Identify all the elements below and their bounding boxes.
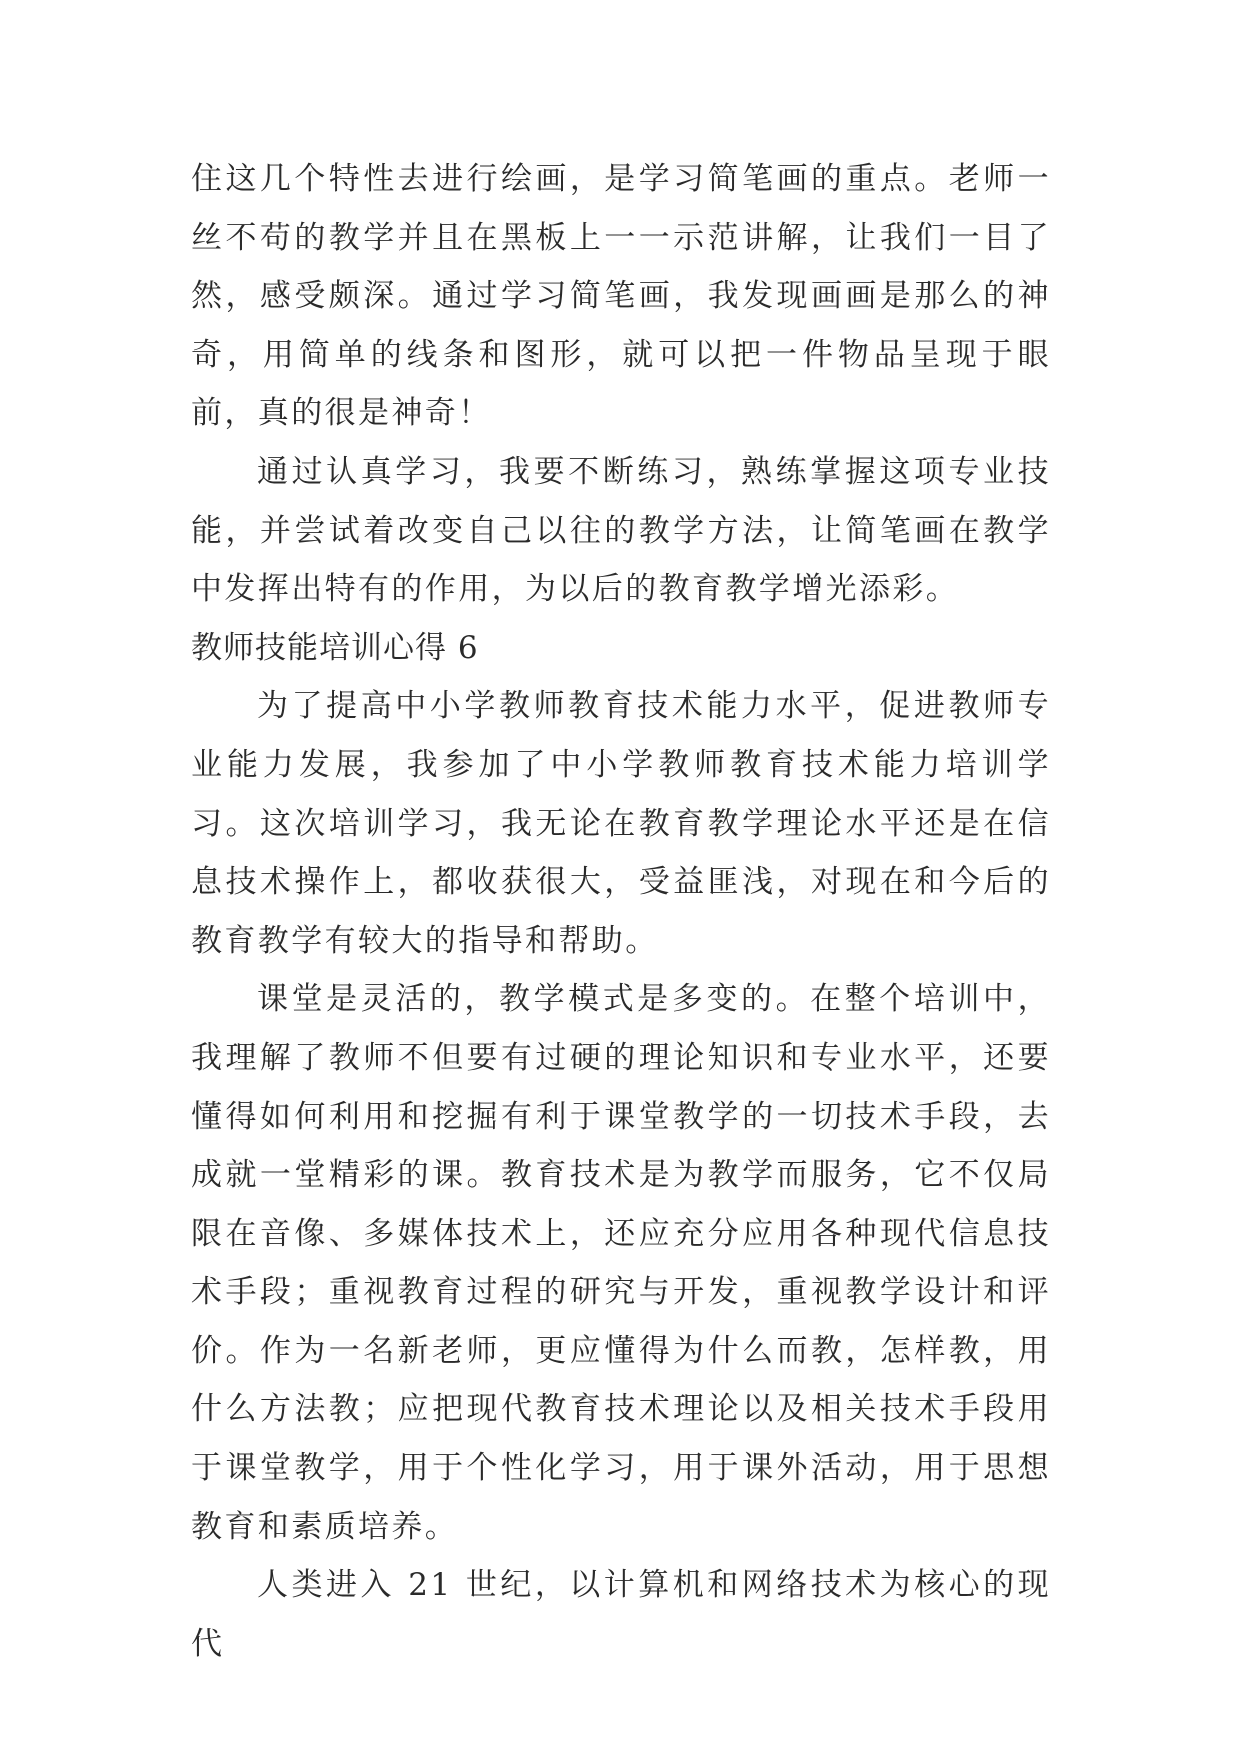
paragraph-continued: 住这几个特性去进行绘画，是学习简笔画的重点。老师一丝不苟的教学并且在黑板上一一示范讲解，让我们一目了然，感受颇深。通过学习简笔画，我发现画画是那么的神奇，用简单的线条和图形，就可以把一件物品呈现于眼前，真的很是神奇！ <box>191 161 1051 432</box>
document-body <box>191 150 1051 1673</box>
paragraph-training-intro: 为了提高中小学教师教育技术能力水平，促进教师专业能力发展，我参加了中小学教师教育技术能力培训学习。这次培训学习，我无论在教育教学理论水平还是在信息技术操作上，都收获很大，受益匪浅，对现在和今后的教育教学有较大的指导和帮助。 <box>191 688 1051 959</box>
paragraph-classroom: 课堂是灵活的，教学模式是多变的。在整个培训中，我理解了教师不但要有过硬的理论知识和专业水平，还要懂得如何利用和挖掘有利于课堂教学的一切技术手段，去成就一堂精彩的课。教育技术是为教学而服务，它不仅局限在音像、多媒体技术上，还应充分应用各种现代信息技术手段；重视教育过程的研究与开发，重视教学设计和评价。作为一名新老师，更应懂得为什么而教，怎样教，用什么方法教；应把现代教育技术理论以及相关技术手段用于课堂教学，用于个性化学习，用于课外活动，用于思想教育和素质培养。 <box>191 981 1051 1545</box>
paragraph-practice-plan: 通过认真学习，我要不断练习，熟练掌握这项专业技能，并尝试着改变自己以往的教学方法，让简笔画在教学中发挥出特有的作用，为以后的教育教学增光添彩。 <box>191 453 1051 608</box>
section-heading: 教师技能培训心得 6 <box>191 629 479 666</box>
paragraph-21st-century: 人类进入 21 世纪，以计算机和网络技术为核心的现代 <box>191 1567 1051 1662</box>
